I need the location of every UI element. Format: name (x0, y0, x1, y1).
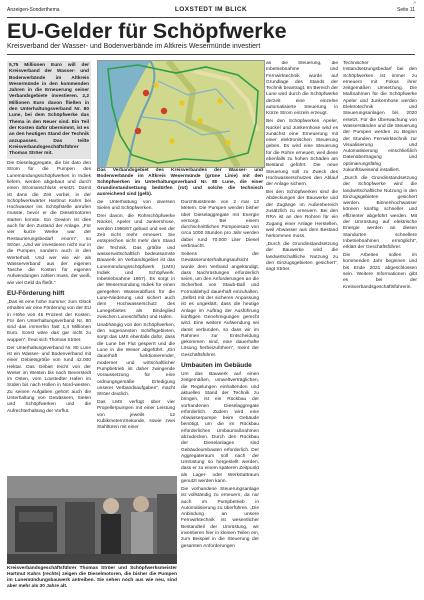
divider (7, 54, 415, 55)
body-paragraph: Seitens der Gewässerunterhaltungsaufsicht wurde dem Verband angekündigt, dass Nachrüstungen erforderlich seien, um den Anforderungen an die Sicherheit von Staub-Ball und Formaldehyd dauerhaft einzuhalten. „Selbst mit der sicheren Anpassung ist es ungeklärt, dass die heutige Anlage im Auftrag der Ausführung künftigen Genehmigungen gerecht wird. Eine weitere Aufwendung sei damit verbunden, so dass wir im Rahmen zur Entscheidung gekommen sind, eine dauerhafte Lösung herbeizuführen“, meint der Geschäftsführer. (181, 251, 259, 358)
map-caption: Das Verbandsgebiet des Kreisverbandes der Wasser- und Bodenverbände im Altkreis Wesermünde (grüne Linie) mit den Schöpfwerken im Unterhaltungsverband Nr. 80 Lune, die einer Grundinstandsetzung bedürfen (rot) und solche die technisch ausreichend sind (gelb). (97, 168, 263, 198)
engine-room-photo (7, 476, 177, 564)
body-paragraph: Unabhängig von den Schöpfwerken, den sogenannten Schiffsgebieten, sorgt das LMS ebenfalls dafür, dass die Lune bei Flut gesperrt und die Lune in die Weser abgeführt. „Ein dauerhaft funktionierender, moderner und wirtschaftlicher Pumpbetrieb ist daher zwingende Voraussetzung für eine ordnungsgemäße Erledigung unserer Verbandsaufgaben“, macht Ströer deutlich. (97, 322, 175, 398)
photo-image (7, 476, 177, 564)
photo-caption: Kreisverbandsgeschäftsführer Thomas Ströer und Schöpfwerksmeister Hartmut Kahrs (rechts) zeigen die Dieselmotoren, die bisher die Pumpen im Lunemündungsbauwerk antreiben. Sie sehen noch aus wie neu, sind aber mehr als 30 Jahre alt. (7, 566, 177, 590)
body-paragraph: „Durch die Grundinstandsetzung der Schöpfwerke wird die landwirtschaftliche Nutzung in den Einzugsgebieten gesichert werden. Binnenhochwasser können künftig schneller und effizienter abgeführt werden. Mit der Umrüstung auf elektrische Energie werden an diesen Standorten schnellere Inbetriebnahmen ermöglicht“, erklärt der Geschäftsführer. (343, 175, 417, 251)
body-paragraph: Bei den Schöpfwerken Apeler, Nückel und Junkernhose wird es zunächst eine Erneuerung mit einer elektronischen Steuerung geben. Es wird eine Steuerung für die Rohre erneuert, weil diese ebenfalls zu hohen Schäden am Bestand geführt. Die neue Steuerung soll zu Zweck des Hochwasserschutzes den Ablauf der Anlage sichern. (266, 119, 338, 188)
column-2 (97, 200, 175, 472)
body-paragraph: Die Dieselaggregate, die bis dato den Strom für die Pumpen des Lunemündungsschöpfwerkes in Indiek liefern, werden abgebaut und durch einen Stromanschluss ersetzt. Damit ist dann die Zeit vorbei, in der Schöpfwerkwärter Hartmut Kahrs bei Hochwasser ins Schöpfstelle anrufen musste, bevor er die Dieselmotoren starten konnte. Ein Gewinn ist dies auch für den Zustand der Anlage. „Für vier kurze Werke war der Restaurierungsbedarf enorm“, so Ströer. „Und wir investieren nicht nur in die Pumpen, sondern auch in den Werterhalt. Und wer wie wir als Wasserverband aus der eigenen Tasche die Kosten für eigenen Aufwendungen zahlen muss, der weiß, wie viel Geld da fließt.“ (7, 161, 91, 286)
map-graphic (98, 61, 264, 167)
body-paragraph: „Durch die Grundinstandsetzung der Bauwerke wird die landwirtschaftliche Nutzung zu den Einzugsgebieten gesichert“, sagt Ströer. (266, 242, 338, 273)
body-paragraph: Der Unterhaltungsverband Nr. 80 Lune ist ein Wasser- und Bodenverband mit einer Gebietsgröße von rund 42.000 Hektar. Das Gebiet reicht von der Weser im Westen bis nach Beverstedt im Osten, vom Loxstedter Hafen im Süden bis nach Hollen in Nord-westen. Zu seinen Aufgaben gehört auch die Unterhaltung von Gewässern, Sielen und Schöpfwerken und die Aufrechterhaltung der Vorflut. (7, 345, 91, 414)
subheading: EU-Förderung hilft (7, 289, 65, 297)
subheading: Umbauten im Gebäude (181, 362, 252, 370)
body-paragraph: Bei den Schöpfwerken sind die Abdeckungen der Bauwerke und der Zugänge im Außenbereich zusätzlich zu erneuern. Bei den RRA ist an den Rohren für ein Zugang einer Anlage Herstellen, weil Abwasser aus dem Bestand herkommen muss. (266, 190, 338, 240)
map-image (97, 60, 265, 168)
page-number: Seite 11 (397, 7, 415, 13)
intro-paragraph: 5,75 Millionen Euro will der Kreisverband der Wasser- und Bodenverbände im Altkreis Wesermünde in den kommenden Jahren in die Erneuerung seiner Verbandsgebiete investieren. 2,2 Millionen Euro davon fließen in den Unterhaltungsverband Nr. 80 Lune, bei dem Schöpfwerke das Thema in den Neuer sind. Ein Teil der Kosten dafür übernimmt, ist es an den heutigen Stand der Technik anzupassen. Das teilte Kreisverbandsgeschäftsführer Thomas Ströer mit. (7, 61, 91, 159)
page-header (7, 0, 416, 18)
body-paragraph: Technischer Instandsetzungsbedarf bei den Schöpfwerken ist immer zu erneuern mit Fokus ihrer zeitgemäßen Umsetzung. Die Maßnahmen für die Schöpfwerke Apeler und Junkernhose werden Elektrotechnik und Steuerungsanlagen bis 2020 ersetzt. Für die Überwachung von Wasserständen und die Steuerung der Pumpen werden zu Beginn der Stunden Fernwirktechnik zur Visualisierung und Automatisierung einschließlich Datenübertragung und optimierungsfähig zukunftsweisend installiert. (343, 61, 417, 174)
section-label: Anzeigen-Sonderthema (7, 7, 60, 13)
body-paragraph: die Unterhaltung von diversen Sielen und Schöpfwerken. (97, 200, 175, 212)
body-paragraph: Die vorhandene Steuerungsanlage ist vollständig zu erneuern, da nur auch im Pumpbetrieb in Automatisierung zu überführen. „Die Anbindung an unsere Fernwirktechnik ist wesentlicher Bestandteil der Umrüstung, wir investieren hier in kleinen Teilen ein, zum Beispiel in die Steuerung der gesamten Anforderungen (181, 486, 259, 549)
body-paragraph: Durchflussbreite von 2 mal 12 Metern. Die Pumpen werden bisher über Dieselaggregate mit Energie versorgt. Bei einem durchschnittlichen Pumpeinsatz von circa 1000 Stunden pro Jahr werden dabei rund 70.000 Liter Diesel verbraucht. (181, 200, 259, 250)
body-paragraph: Das LMS verfügt über vier Propellerpumpen mit einer Leistung von jeweils 12 Kubikmetern/Sekunde, sowie zwei Stahltüren mit einer (97, 399, 175, 431)
column-5 (343, 61, 417, 361)
column-4 (266, 61, 338, 584)
subheadline: Kreisverband der Wasser- und Bodenverbände im Altkreis Wesermünde investiert (7, 43, 261, 50)
column-3 (181, 200, 259, 584)
body-paragraph: Drei davon, die Rohrschöpfwerke Nückel, Apeler und Junkernhose, werden 1966/67 gebaut und seit der Zeit nicht mehr erneuert. Sie entsprechen nicht mehr dem Stand der Technik. Das größte und wasserwirtschaftlich bedeutsamste Bauwerk im Verbandsgebiet ist das Lunemündungsschöpfwerk (LMS) Indiek und Schöpfwerk. Inbetriebnahme 1967). Es sorgt in der Wesermündung Indiek für einen geregelten Wasserabfluss für die Lune-Niederung und sichert auch dem Hochwasserschutz des Lunegebietes als Bindeglied zwischen Luneschiffahrt und Hafen. (97, 214, 175, 320)
body-paragraph: an die Steuerung, die Inbetriebnahme und Fernwirktechnik wurde auf Grundlage des Stands der Technik beantragt. Im Bereich der Lune wird durch die Schöpfwerke derzeit eine einzelne automatisierte Steuerung in Kürze Strom einzeln erzeugt. (266, 61, 338, 117)
body-paragraph: „Das ist eine hohe Summe; zum Glück erhalten wir eine Förderung von der EU in Höhe von 45 Prozent der Kosten. Für den Unterhaltungsverband Nr. 80 sind das immerhin fast 1,4 Millionen Euro. Sonst wäre das gar nicht zu wuppen“, freut sich Thomas Ströer. (7, 299, 91, 343)
headline: EU-Gelder für Schöpfwerke (7, 19, 287, 43)
body-paragraph: Die Arbeiten sollen im kommenden Jahr beginnen und bis Ende 2021 abgeschlossen sein. Weitere Informationen gibt es bei der Kreisverbandsgeschäftsführerin. (343, 253, 417, 290)
body-paragraph: Um das Bauwerk auf einen zeitgemäßen, umweltverträglichen, die Regelungen einhaltenden und aktuellen Stand der Technik zu bringen, ist ein Rückbau der vorhandenen Dieselaggregate erforderlich. Zudem wird eine Abwasserpumpe beim Gebäude benötigt, um die im Rückbau erforderlichen Umbaumaßnahmen abzudecken. Durch den Rückbau der Dieselanlagen sind Gebäudeumbauten erforderlich. Der Aggregateraum soll nach der Umrüstung so hergestellt werden, dass er zu einem späteren Zeitpunkt als Lager- oder Werkstattraum genutzt werden kann. (181, 372, 259, 485)
corner-mark-icon: » (413, 0, 416, 6)
column-1 (7, 61, 91, 473)
section-title: LOXSTEDT IM BLICK (174, 6, 248, 13)
